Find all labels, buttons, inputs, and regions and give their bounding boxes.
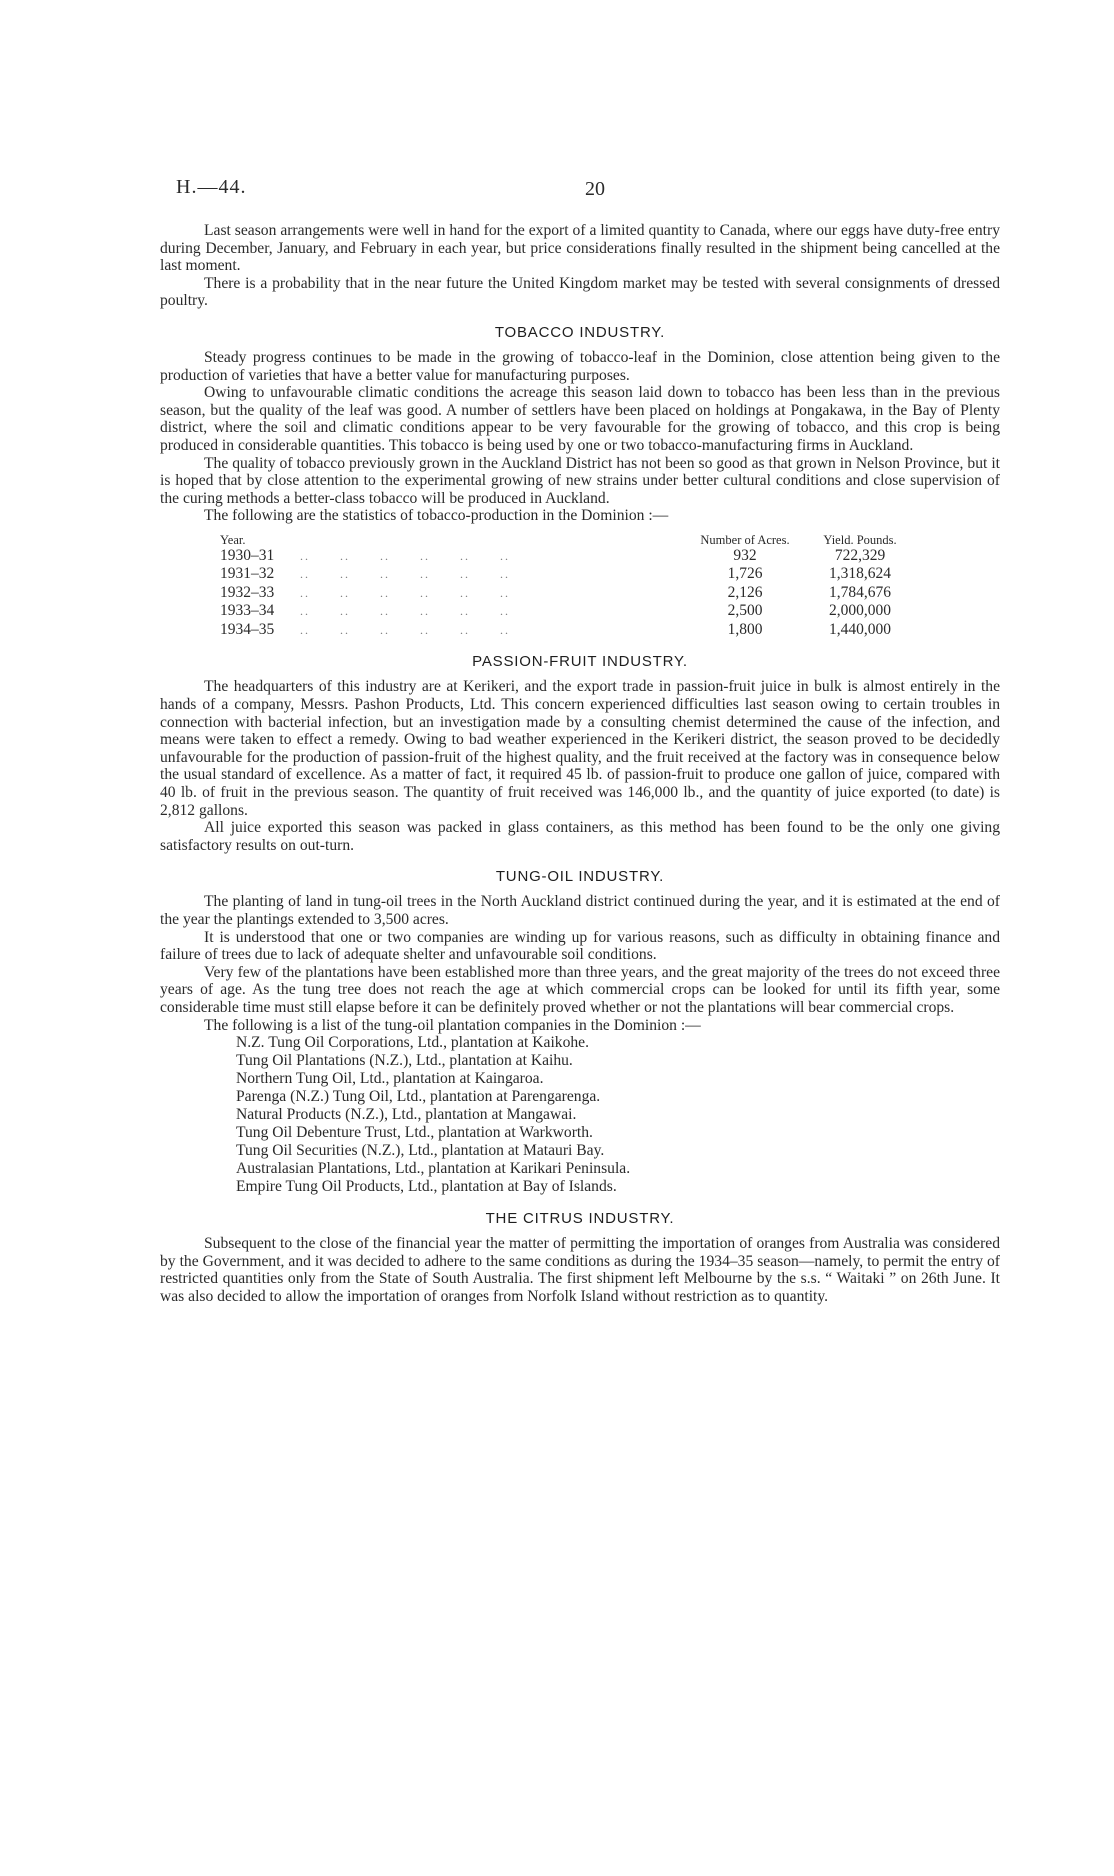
- column-header-acres: Number of Acres.: [700, 532, 790, 547]
- egg-export-section: [160, 222, 1000, 310]
- section-heading-tung-oil: TUNG-OIL INDUSTRY.: [495, 868, 665, 886]
- tung-oil-company-list: [236, 1034, 1000, 1196]
- paragraph: Owing to unfavourable climatic conditions the acreage this season laid down to tobacco has been less than in the previous season, but the quality of the leaf was good. A number of settlers have been placed on holdings at Pongakawa, in the Bay of Plenty district, where the soil and climatic conditions appear to be very favourable for the growing of tobacco, and this crop is being produced in considerable quantities. This tobacco is being used by one or two tobacco-manufacturing firms in Auckland.: [160, 384, 1000, 454]
- paragraph: The following is a list of the tung-oil plantation companies in the Dominion :—: [204, 1016, 701, 1034]
- leader-dots: .. .. .. .. .. ..: [300, 622, 510, 637]
- cell-acres: 1,726: [727, 565, 763, 583]
- paragraph: All juice exported this season was packed in glass containers, as this method has been found to be the only one giving satisfactory results on out-turn.: [160, 819, 1000, 854]
- leader-dots: .. .. .. .. .. ..: [300, 567, 510, 582]
- list-item: Northern Tung Oil, Ltd., plantation at Kaingaroa.: [236, 1070, 544, 1088]
- table-row: [220, 547, 920, 566]
- cell-acres: 2,500: [727, 602, 763, 620]
- section-heading-passion-fruit: PASSION-FRUIT INDUSTRY.: [472, 653, 688, 671]
- list-item: Tung Oil Debenture Trust, Ltd., plantation at Warkworth.: [236, 1124, 593, 1142]
- cell-acres: 1,800: [727, 620, 763, 638]
- column-header-yield: Yield. Pounds.: [823, 532, 897, 547]
- list-item: Natural Products (N.Z.), Ltd., plantation at Mangawai.: [236, 1106, 577, 1124]
- cell-year: 1932–33: [220, 583, 275, 601]
- list-item: Tung Oil Securities (N.Z.), Ltd., plantation at Matauri Bay.: [236, 1142, 605, 1160]
- paragraph: The quality of tobacco previously grown in the Auckland District has not been so good as that grown in Nelson Province, but it is hoped that by close attention to the experimental growing of new strains under better cultural conditions and close supervision of the curing methods a better-class tobacco will be produced in Auckland.: [160, 454, 1000, 507]
- column-header-year: Year.: [220, 532, 246, 547]
- list-item: Parenga (N.Z.) Tung Oil, Ltd., plantation at Parengarenga.: [236, 1088, 601, 1106]
- cell-yield: 1,440,000: [829, 620, 891, 638]
- document-reference: H.—44.: [176, 176, 247, 198]
- list-item: Australasian Plantations, Ltd., plantation at Karikari Peninsula.: [236, 1160, 631, 1178]
- paragraph: The headquarters of this industry are at Kerikeri, and the export trade in passion-fruit juice in bulk is almost entirely in the hands of a company, Messrs. Pashon Products, Ltd. This concern experienced difficulties last season owing to certain troubles in connection with bacterial infection, but an investigation made by a consulting chemist determined the cause of the infection, and means were taken to effect a remedy. Owing to bad weather experienced in the Kerikeri district, the season proved to be decidedly unfavourable for the production of passion-fruit of the highest quality, and the fruit received at the factory was in consequence below the usual standard of excellence. As a matter of fact, it required 45 lb. of passion-fruit to produce one gallon of juice, compared with 40 lb. of fruit in the previous season. The quantity of fruit received was 146,000 lb., and the quantity of juice exported (to date) is 2,812 gallons.: [160, 678, 1000, 819]
- page-body: [160, 222, 1000, 1305]
- citrus-section: [160, 1210, 1000, 1305]
- table-row: [220, 584, 920, 603]
- cell-year: 1933–34: [220, 602, 275, 620]
- section-heading-tobacco: TOBACCO INDUSTRY.: [494, 323, 666, 341]
- passion-fruit-section: [160, 653, 1000, 854]
- cell-yield: 2,000,000: [829, 602, 891, 620]
- tung-oil-section: [160, 868, 1000, 1196]
- paragraph: It is understood that one or two companies are winding up for various reasons, such as difficulty in obtaining finance and failure of trees due to lack of adequate shelter and unfavourable soil conditions.: [160, 928, 1000, 964]
- cell-yield: 1,784,676: [829, 583, 891, 601]
- paragraph: Very few of the plantations have been established more than three years, and the great majority of the trees do not exceed three years of age. As the tung tree does not reach the age at which commercial crops can be looked for until its fifth year, some considerable time must still elapse before it can be definitely proved whether or not the plantations will bear commercial crops.: [160, 963, 1000, 1016]
- leader-dots: .. .. .. .. .. ..: [300, 548, 510, 563]
- cell-yield: 722,329: [834, 546, 886, 564]
- list-item: N.Z. Tung Oil Corporations, Ltd., plantation at Kaikohe.: [236, 1034, 589, 1052]
- list-item: Tung Oil Plantations (N.Z.), Ltd., plantation at Kaihu.: [236, 1052, 573, 1070]
- table-row: [220, 602, 920, 621]
- cell-year: 1930–31: [220, 546, 275, 564]
- leader-dots: .. .. .. .. .. ..: [300, 585, 510, 600]
- paragraph: The planting of land in tung-oil trees in the North Auckland district continued during the year, and it is estimated at the end of the year the plantings extended to 3,500 acres.: [160, 893, 1000, 928]
- paragraph: There is a probability that in the near future the United Kingdom market may be tested with several consignments of dressed poultry.: [160, 274, 1000, 310]
- page-number: 20: [585, 178, 605, 200]
- section-heading-citrus: THE CITRUS INDUSTRY.: [485, 1210, 675, 1228]
- list-item: Empire Tung Oil Products, Ltd., plantation at Bay of Islands.: [236, 1178, 617, 1196]
- cell-year: 1931–32: [220, 565, 275, 583]
- tobacco-statistics-table: [220, 533, 920, 640]
- paragraph: Subsequent to the close of the financial year the matter of permitting the importation of oranges from Australia was considered by the Government, and it was decided to adhere to the same conditions as during the 1934–35 season—namely, to permit the entry of restricted quantities only from the State of South Australia. The first shipment left Melbourne by the s.s. “ Waitaki ” on 26th June. It was also decided to allow the importation of oranges from Norfolk Island without restriction as to quantity.: [160, 1235, 1000, 1305]
- cell-acres: 2,126: [727, 583, 763, 601]
- cell-yield: 1,318,624: [829, 565, 891, 583]
- table-header-row: [220, 533, 920, 547]
- tobacco-section: [160, 324, 1000, 639]
- paragraph: The following are the statistics of tobacco-production in the Dominion :—: [204, 507, 669, 525]
- leader-dots: .. .. .. .. .. ..: [300, 604, 510, 619]
- table-row: [220, 565, 920, 584]
- cell-year: 1934–35: [220, 620, 275, 638]
- table-row: [220, 621, 920, 640]
- paragraph: Steady progress continues to be made in the growing of tobacco-leaf in the Dominion, close attention being given to the production of varieties that have a better value for manufacturing purposes.: [160, 348, 1000, 384]
- paragraph: Last season arrangements were well in hand for the export of a limited quantity to Canada, where our eggs have duty-free entry during December, January, and February in each year, but price considerations finally resulted in the shipment being cancelled at the last moment.: [160, 222, 1000, 275]
- cell-acres: 932: [733, 546, 757, 564]
